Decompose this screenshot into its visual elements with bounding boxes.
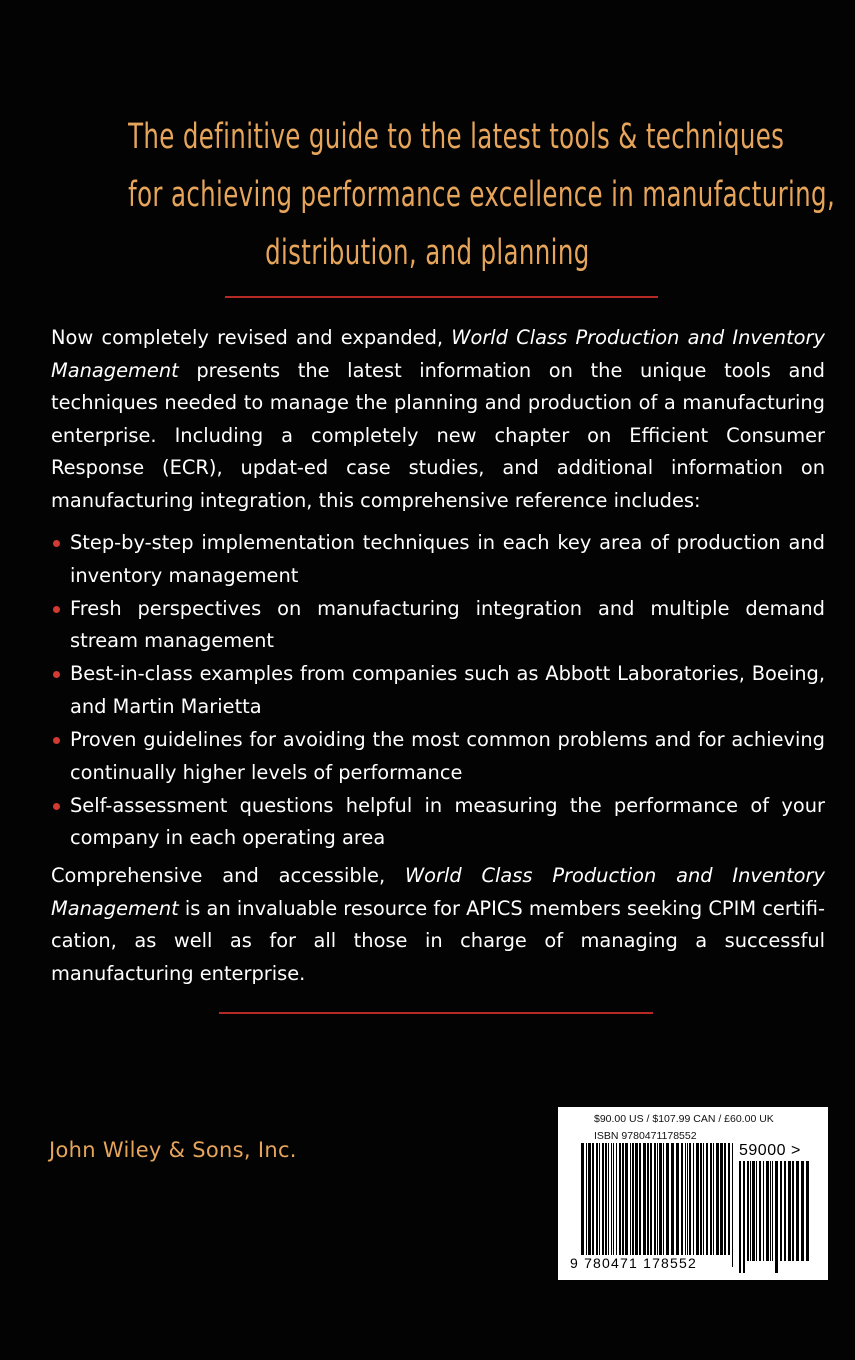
barcode-bar bbox=[713, 1143, 714, 1255]
barcode-bar bbox=[703, 1143, 704, 1255]
barcode-bar bbox=[752, 1161, 755, 1261]
barcode-label bbox=[558, 1107, 828, 1280]
barcode-bar bbox=[689, 1143, 691, 1255]
barcode-bar bbox=[663, 1143, 664, 1255]
bottom-divider bbox=[219, 1012, 653, 1014]
barcode-bar bbox=[693, 1143, 694, 1255]
intro-book-title: World Class Production and Inventory Management bbox=[51, 326, 825, 382]
barcode-bar bbox=[632, 1143, 634, 1255]
barcode-bar bbox=[728, 1143, 730, 1255]
price-line: $90.00 US / $107.99 CAN / £60.00 UK bbox=[594, 1113, 774, 1125]
barcode-bar bbox=[772, 1161, 773, 1261]
barcode-bar bbox=[657, 1143, 658, 1267]
barcode-bar bbox=[586, 1143, 587, 1267]
barcode-bar bbox=[666, 1143, 669, 1255]
barcode-bar bbox=[625, 1143, 628, 1255]
feature-list bbox=[51, 527, 825, 855]
barcode-bar bbox=[630, 1143, 631, 1255]
barcode-bar bbox=[639, 1143, 641, 1255]
barcode-bar bbox=[710, 1143, 712, 1255]
barcode-bar bbox=[739, 1161, 741, 1273]
isbn-line: ISBN 9780471178552 bbox=[594, 1130, 697, 1142]
feature-text: Step-by-step implementation techniques in each key area of production and inventory management bbox=[70, 531, 825, 587]
barcode-bar bbox=[788, 1161, 791, 1261]
addon-price-code: 59000 > bbox=[739, 1142, 801, 1159]
barcode-bar bbox=[806, 1161, 809, 1261]
barcode-bar bbox=[700, 1143, 702, 1255]
barcode-bar bbox=[654, 1143, 656, 1255]
barcode-bar bbox=[592, 1143, 594, 1255]
barcode-bar bbox=[599, 1143, 600, 1255]
barcode-bar bbox=[681, 1143, 683, 1255]
headline-line-2: for achieving performance excellence in manufacturing, bbox=[128, 175, 836, 215]
barcode-bar bbox=[647, 1143, 649, 1255]
outro-book-title: World Class Production and Inventory Management bbox=[51, 864, 825, 920]
barcode-bar bbox=[720, 1143, 723, 1255]
bullet-dot-icon bbox=[53, 737, 60, 744]
intro-text-start: Now completely revised and expanded, bbox=[51, 326, 452, 349]
barcode-bar bbox=[611, 1143, 612, 1255]
outro-text-end: is an invaluable resource for APICS members seeking CPIM certifi-cation, as well as for all those in charge of managing a successful manufacturing enterprise. bbox=[51, 896, 825, 985]
barcode-bar bbox=[671, 1143, 674, 1255]
barcode-bar bbox=[716, 1143, 719, 1255]
barcode-bar bbox=[732, 1143, 733, 1267]
barcode-bar bbox=[616, 1143, 617, 1255]
barcode-bar bbox=[685, 1143, 686, 1255]
feature-item bbox=[51, 790, 825, 855]
bullet-dot-icon bbox=[53, 803, 60, 810]
barcode-bar bbox=[796, 1161, 799, 1261]
barcode-bar bbox=[766, 1161, 769, 1261]
ean-digits: 9 780471 178552 bbox=[570, 1255, 697, 1271]
headline-line-1: The definitive guide to the latest tools & techniques bbox=[128, 117, 785, 157]
addon-barcode bbox=[739, 1161, 811, 1273]
bullet-dot-icon bbox=[53, 540, 60, 547]
barcode-bar bbox=[608, 1143, 609, 1255]
feature-text: Fresh perspectives on manufacturing integration and multiple demand stream management bbox=[70, 596, 825, 653]
top-divider bbox=[225, 296, 658, 298]
barcode-bar bbox=[724, 1143, 726, 1255]
barcode-bar bbox=[613, 1143, 614, 1255]
barcode-bar bbox=[784, 1161, 786, 1261]
barcode-bar bbox=[750, 1161, 751, 1261]
feature-text: Proven guidelines for avoiding the most common problems and for achieving continually higher levels of performance bbox=[70, 728, 825, 784]
intro-paragraph bbox=[51, 322, 825, 518]
barcode-bar bbox=[635, 1143, 638, 1255]
bullet-dot-icon bbox=[53, 606, 60, 613]
barcode-bar bbox=[743, 1161, 745, 1273]
barcode-bar bbox=[622, 1143, 624, 1255]
barcode-bar bbox=[643, 1143, 646, 1255]
barcode-bar bbox=[775, 1161, 778, 1273]
bullet-dot-icon bbox=[53, 671, 60, 678]
feature-text: Self-assessment questions helpful in measuring the performance of your company in each operating area bbox=[70, 793, 825, 850]
barcode-bar bbox=[605, 1143, 607, 1255]
barcode-bar bbox=[676, 1143, 679, 1255]
barcode-bar bbox=[770, 1161, 771, 1261]
headline-line-3: distribution, and planning bbox=[265, 233, 590, 273]
barcode-bar bbox=[650, 1143, 652, 1255]
barcode-bar bbox=[687, 1143, 688, 1255]
closing-paragraph bbox=[51, 860, 825, 990]
outro-text-start: Comprehensive and accessible, bbox=[51, 864, 405, 887]
feature-item bbox=[51, 724, 825, 789]
barcode-bar bbox=[780, 1161, 782, 1261]
barcode-bar bbox=[588, 1143, 591, 1255]
ean-barcode bbox=[581, 1143, 735, 1267]
barcode-bar bbox=[602, 1143, 604, 1255]
feature-item bbox=[51, 593, 825, 658]
barcode-bar bbox=[659, 1143, 662, 1255]
feature-text: Best-in-class examples from companies such as Abbott Laboratories, Boeing, and Martin Marietta bbox=[70, 662, 825, 718]
barcode-bar bbox=[581, 1143, 584, 1267]
barcode-bar bbox=[696, 1143, 699, 1255]
headline bbox=[128, 108, 836, 282]
barcode-bar bbox=[792, 1161, 794, 1261]
barcode-bar bbox=[706, 1143, 708, 1255]
barcode-bar bbox=[619, 1143, 621, 1255]
feature-item bbox=[51, 527, 825, 592]
publisher-name: John Wiley & Sons, Inc. bbox=[49, 1138, 297, 1162]
barcode-bar bbox=[801, 1161, 804, 1261]
barcode-bar bbox=[756, 1161, 757, 1261]
barcode-bar bbox=[596, 1143, 598, 1255]
barcode-bar bbox=[759, 1161, 761, 1261]
feature-item bbox=[51, 658, 825, 723]
barcode-bar bbox=[763, 1161, 764, 1261]
intro-text-end: presents the latest information on the unique tools and techniques needed to manage the planning and production of a manufacturing enterprise. Including a completely new chapter on Efficient Consumer Response (ECR), updat-ed case studies, and additional information on manufacturing integration, this comprehensive reference includes: bbox=[51, 358, 825, 512]
barcode-bar bbox=[747, 1161, 749, 1261]
